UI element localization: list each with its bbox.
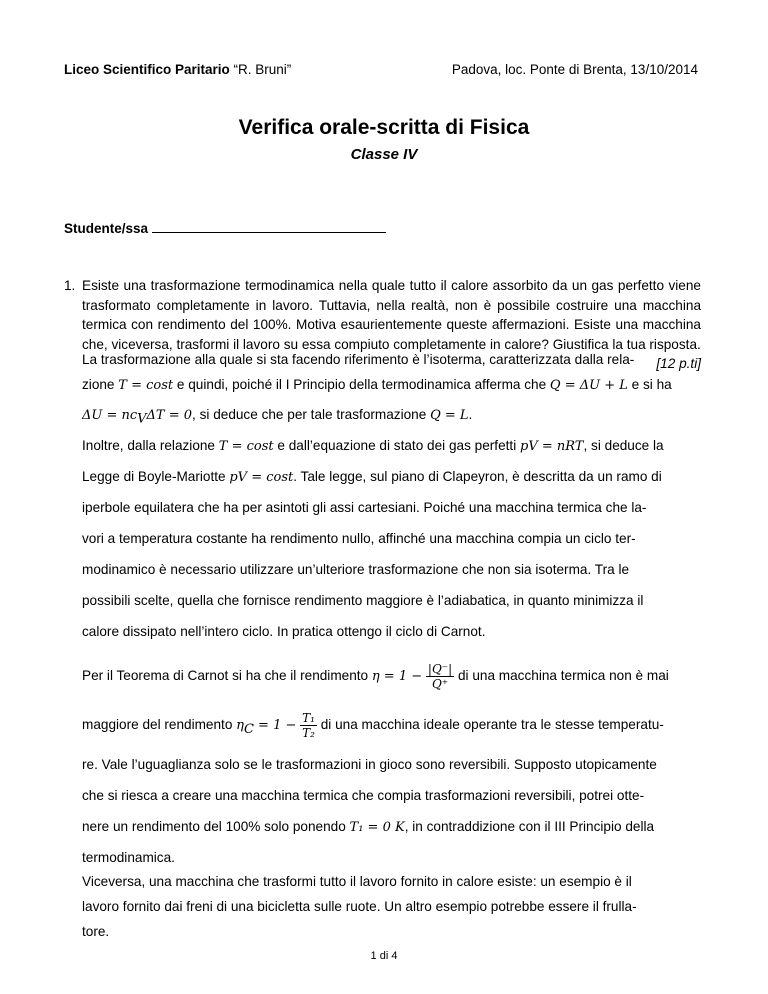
answer-line: Viceversa, una macchina che trasformi tutto il lavoro fornito in calore esiste: un esempio è il <box>82 874 632 889</box>
answer-line: termodinamica. <box>82 850 175 865</box>
answer-line: Per il Teorema di Carnot si ha che il rendimento η = 1 − $\frac{|Q^-|}{Q^+}$ di una macchina termica non è mai <box>82 662 669 691</box>
page-subtitle: Classe IV <box>350 146 418 163</box>
student-label: Studente/ssa <box>64 221 149 236</box>
question-text: Esiste una trasformazione termodinamica nella quale tutto il calore assorbito da un gas perfetto viene trasformato completamente in lavoro. Tuttavia, nella realtà, non è possibile costruire una macchina termica con rendimento del 100%. Motiva esaurientemente queste affermazioni. Esiste una macchina che, viceversa, trasformi il lavoro su essa compiuto completamente in calore? Giustifica la tua risposta. [12 p.ti] <box>82 276 701 374</box>
answer-line: iperbole equilatera che ha per asintoti gli assi cartesiani. Poiché una macchina termica che la- <box>82 500 647 515</box>
answer-line: Legge di Boyle-Mariotte pV = cost. Tale legge, sul piano di Clapeyron, è descritta da un ramo di <box>82 469 662 485</box>
answer-line: Inoltre, dalla relazione T = cost e dall’equazione di stato dei gas perfetti pV = nRT, si deduce la <box>82 438 664 454</box>
answer-line: modinamico è necessario utilizzare un’ulteriore trasformazione che non sia isoterma. Tra le <box>82 562 630 577</box>
carnot-fraction: $\frac{\text{T₁}}{\text{T₂}}$ <box>302 711 315 740</box>
answer-line: maggiore del rendimento $\eta_C = 1$ − $\frac{\text{T₁}}{\text{T₂}}$ di una macchina ideale operante tra le stesse temperatu- <box>82 711 664 740</box>
student-name-blank <box>152 221 386 233</box>
place-date: Padova, loc. Ponte di Brenta, 13/10/2014 <box>451 62 698 77</box>
school-header: Liceo Scientifico Paritario “R. Bruni” <box>64 62 292 77</box>
answer-line: tore. <box>82 924 110 939</box>
efficiency-fraction: $\frac{|Q^-|}{Q^+}$ <box>427 662 453 691</box>
answer-line: La trasformazione alla quale si sta facendo riferimento è l’isoterma, caratterizzata dalla rela- <box>82 352 635 367</box>
answer-line: possibili scelte, quella che fornisce rendimento maggiore è l’adiabatica, in quanto minimizza il <box>82 593 644 608</box>
answer-line: che si riesca a creare una macchina termica che compia trasformazioni reversibili, potrei otte- <box>82 788 645 803</box>
page-number: 1 di 4 <box>370 950 398 962</box>
answer-line: re. Vale l’uguaglianza solo se le trasformazioni in gioco sono reversibili. Supposto utopicamente <box>82 757 657 772</box>
answer-line: calore dissipato nell’intero ciclo. In pratica ottengo il ciclo di Carnot. <box>82 624 486 639</box>
student-field <box>64 221 386 236</box>
question-points: [12 p.ti] <box>656 356 701 371</box>
question-number: 1. <box>64 278 76 293</box>
answer-line: $\Delta U = nc_V\Delta T = 0$, si deduce che per tale trasformazione Q = L. <box>82 407 473 427</box>
answer-line: lavoro fornito dai freni di una bicicletta sulle ruote. Un altro esempio potrebbe essere il frulla- <box>82 899 637 914</box>
answer-line: nere un rendimento del 100% solo ponendo T₁ = 0 K, in contraddizione con il III Principio della <box>82 819 655 835</box>
answer-line: zione T = cost e quindi, poiché il I Principio della termodinamica afferma che Q = ΔU + L e si ha <box>82 377 672 393</box>
page-title: Verifica orale-scritta di Fisica <box>238 116 530 139</box>
answer-line: vori a temperatura costante ha rendimento nullo, affinché una macchina compia un ciclo ter- <box>82 531 636 546</box>
